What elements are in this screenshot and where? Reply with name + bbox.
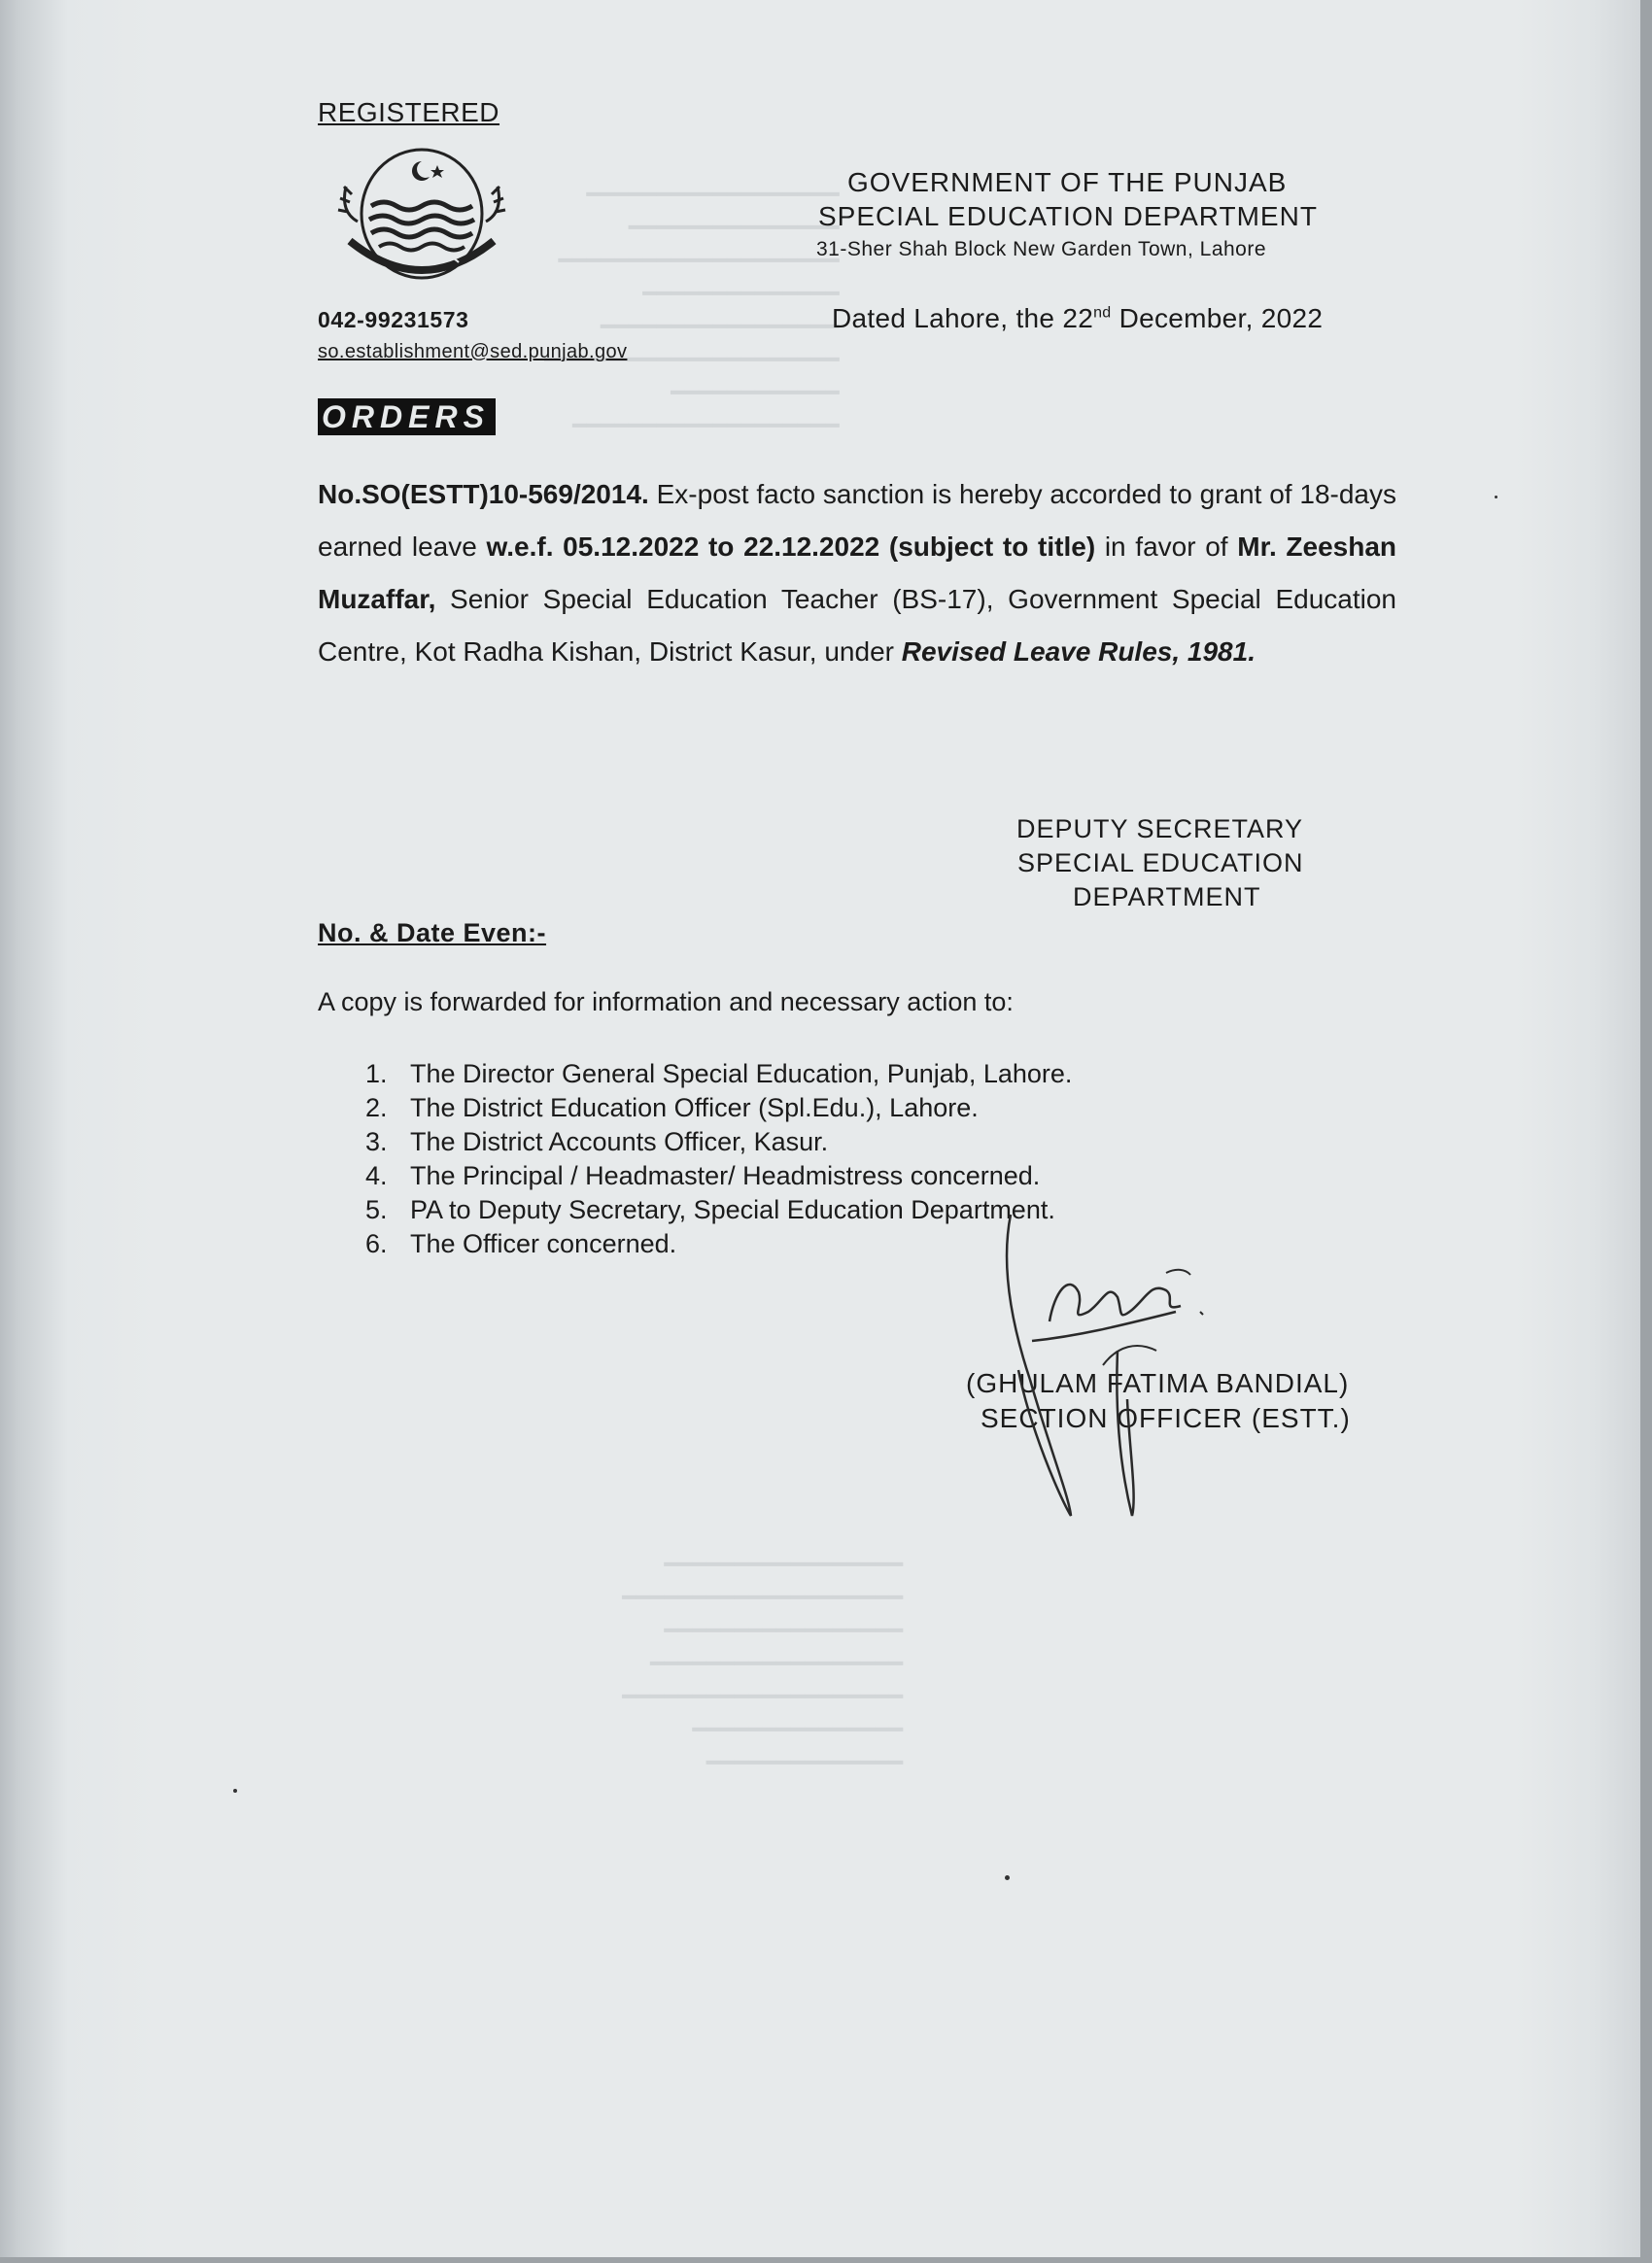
order-text-2: in favor of bbox=[1095, 531, 1238, 562]
department-title: SPECIAL EDUCATION DEPARTMENT bbox=[818, 201, 1318, 231]
list-item bbox=[365, 1159, 1072, 1193]
signatory-name: (GHULAM FATIMA BANDIAL) bbox=[966, 1368, 1350, 1398]
list-number: 1. bbox=[365, 1059, 388, 1088]
list-text: The District Accounts Officer, Kasur. bbox=[410, 1127, 829, 1156]
bleed-through-text: ━━━━━━━━━━━━━━━━━━ ━━━━━━━━━━━━━━━ ━━━━━━━━━━━━━━━━━━━━ ━━━━━━━━━━━━━━ ━━━━━━━━━━━━━━━━━ ━━━━━━━━━━━━━━━━━━━━━ ━━━━━━━━━━━━ ━━━━━━━━━━━━━━━━━━━ bbox=[544, 182, 840, 439]
scan-speck bbox=[1005, 1875, 1010, 1880]
order-text-1: Ex-post facto sanction is hereby accorded to grant of 18-days earned leave bbox=[318, 479, 1396, 562]
employee-name: Mr. Zeeshan Muzaffar, bbox=[318, 531, 1397, 614]
dated-ordinal: nd bbox=[1093, 304, 1112, 322]
handwritten-signature bbox=[972, 1205, 1263, 1535]
leave-period: w.e.f. 05.12.2022 to 22.12.2022 (subject to title) bbox=[486, 531, 1096, 562]
dated-prefix: Dated Lahore, the 22 bbox=[832, 303, 1094, 333]
order-text-3: Senior Special Education Teacher (BS-17), Government Special Education Centre, Kot Radha Kishan, District Kasur, under bbox=[318, 584, 1396, 667]
list-number: 2. bbox=[365, 1093, 388, 1122]
list-item bbox=[365, 1057, 1072, 1091]
list-number: 6. bbox=[365, 1229, 388, 1258]
deputy-secretary-line1: DEPUTY SECRETARY bbox=[1016, 814, 1304, 843]
deputy-secretary-line2: SPECIAL EDUCATION bbox=[1017, 848, 1304, 877]
orders-heading: ORDERS bbox=[318, 398, 496, 435]
copy-heading: No. & Date Even:- bbox=[318, 918, 547, 947]
list-text: The Director General Special Education, Punjab, Lahore. bbox=[410, 1059, 1073, 1088]
list-item bbox=[365, 1091, 1072, 1125]
scan-speck bbox=[1495, 496, 1497, 498]
list-text: The District Education Officer (Spl.Edu.), Lahore. bbox=[410, 1093, 979, 1122]
list-text: The Principal / Headmaster/ Headmistress concerned. bbox=[410, 1161, 1041, 1190]
punjab-government-emblem bbox=[328, 144, 515, 291]
department-address: 31-Sher Shah Block New Garden Town, Lahore bbox=[816, 238, 1267, 260]
list-item bbox=[365, 1193, 1072, 1227]
dated-suffix: December, 2022 bbox=[1111, 303, 1324, 333]
distribution-list bbox=[365, 1057, 1072, 1261]
list-number: 4. bbox=[365, 1161, 388, 1190]
list-number: 3. bbox=[365, 1127, 388, 1156]
scan-edge-bottom bbox=[0, 2257, 1652, 2263]
email-link[interactable]: so.establishment@sed.punjab.gov bbox=[318, 341, 628, 362]
order-paragraph bbox=[318, 468, 1396, 678]
list-number: 5. bbox=[365, 1195, 388, 1224]
government-title: GOVERNMENT OF THE PUNJAB bbox=[847, 167, 1288, 197]
phone-number: 042-99231573 bbox=[318, 307, 469, 332]
list-item bbox=[365, 1125, 1072, 1159]
scan-speck bbox=[233, 1789, 237, 1793]
registered-label: REGISTERED bbox=[318, 97, 500, 127]
signatory-title: SECTION OFFICER (ESTT.) bbox=[981, 1403, 1351, 1433]
copy-intro: A copy is forwarded for information and necessary action to: bbox=[318, 987, 1014, 1016]
leave-rules: Revised Leave Rules, 1981. bbox=[901, 636, 1256, 667]
scan-edge-right bbox=[1640, 0, 1652, 2263]
list-item bbox=[365, 1227, 1072, 1261]
deputy-secretary-line3: DEPARTMENT bbox=[1073, 882, 1261, 911]
list-text: PA to Deputy Secretary, Special Education Department. bbox=[410, 1195, 1055, 1224]
list-text: The Officer concerned. bbox=[410, 1229, 677, 1258]
dated-line bbox=[832, 303, 1323, 334]
bleed-through-text-lower: ━━━━━━━━━━━━━━━━━ ━━━━━━━━━━━━━━━━━━━━ ━━━━━━━━━━━━━━━━━ ━━━━━━━━━━━━━━━━━━ ━━━━━━━━━━━━━━━━━━━━ ━━━━━━━━━━━━━━━ ━━━━━━━━━━━━━━ bbox=[622, 1552, 903, 1776]
order-number: No.SO(ESTT)10-569/2014. bbox=[318, 479, 649, 509]
